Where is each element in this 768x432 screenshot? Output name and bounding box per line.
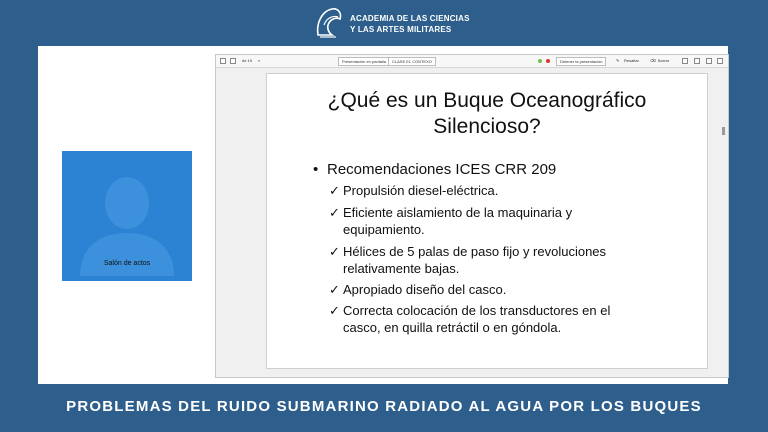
download-icon[interactable] [694,58,700,64]
stop-presentation-button[interactable]: Detener la presentación [556,57,606,66]
list-item [329,243,606,277]
list-item-text: Eficiente aislamiento de la maquinaria y [343,205,573,220]
menu-icon[interactable] [220,58,226,64]
sidebar-toggle-icon[interactable] [230,58,236,64]
slide-title-line2: Silencioso? [433,115,541,138]
warrior-helmet-logo-icon [314,5,344,43]
erase-button[interactable]: Borrar [658,58,670,63]
close-icon[interactable] [717,58,723,64]
check-icon: ✓ [329,303,340,318]
list-item-text: Hélices de 5 palas de paso fijo y revoluciones [343,244,607,259]
list-item [329,302,610,336]
more-icon[interactable] [706,58,712,64]
highlight-button[interactable]: Resaltar [624,58,639,63]
list-item [329,182,498,199]
list-item-text-cont: relativamente bajas. [343,261,460,276]
org-name-line2: Y LAS ARTES MILITARES [350,25,452,34]
bullet-symbol: • [313,161,319,178]
scrollbar-thumb[interactable] [722,127,725,135]
list-item-text: Apropiado diseño del casco. [343,282,507,297]
list-item [329,281,506,298]
print-icon[interactable] [682,58,688,64]
page-indicator: de 19 [242,58,253,63]
org-name-line1: ACADEMIA DE LAS CIENCIAS [350,14,470,23]
slide-title-line1: ¿Qué es un Buque Oceanográfico [327,89,647,112]
slide-title [267,88,707,140]
tab-present[interactable]: Presentación en pantalla [338,57,390,66]
list-item-text-cont: equipamiento. [343,222,425,237]
video-stage [38,46,728,384]
check-icon: ✓ [329,282,340,297]
list-item-text: Correcta colocación de los transductores en el [343,303,611,318]
record-icon [546,59,550,63]
camera-tile[interactable] [62,151,192,281]
org-name [350,13,470,35]
list-item [329,204,572,238]
list-item-text-cont: casco, en quilla retráctil o en góndola. [343,320,562,335]
footer-title: PROBLEMAS DEL RUIDO SUBMARINO RADIADO AL AGUA POR LOS BUQUES [66,398,702,415]
check-icon: ✓ [329,183,340,198]
eraser-icon[interactable]: ⌫ [650,58,656,63]
highlight-icon[interactable]: ✎ [616,58,620,63]
search-icon[interactable]: ⌕ [258,58,261,63]
viewer-scrollbar[interactable] [722,75,725,365]
presentation-viewer [215,54,729,378]
viewer-toolbar [216,55,728,68]
check-icon: ✓ [329,244,340,259]
camera-label: Salón de actos [103,260,151,267]
list-item-text: Propulsión diesel-eléctrica. [343,183,499,198]
brand-header [314,3,470,45]
main-bullet: Recomendaciones ICES CRR 209 [327,161,557,178]
tab-active[interactable]: CLASE EL CONTEXO [388,57,436,66]
slide-page [266,73,708,369]
check-icon: ✓ [329,205,340,220]
status-green-icon [538,59,542,63]
